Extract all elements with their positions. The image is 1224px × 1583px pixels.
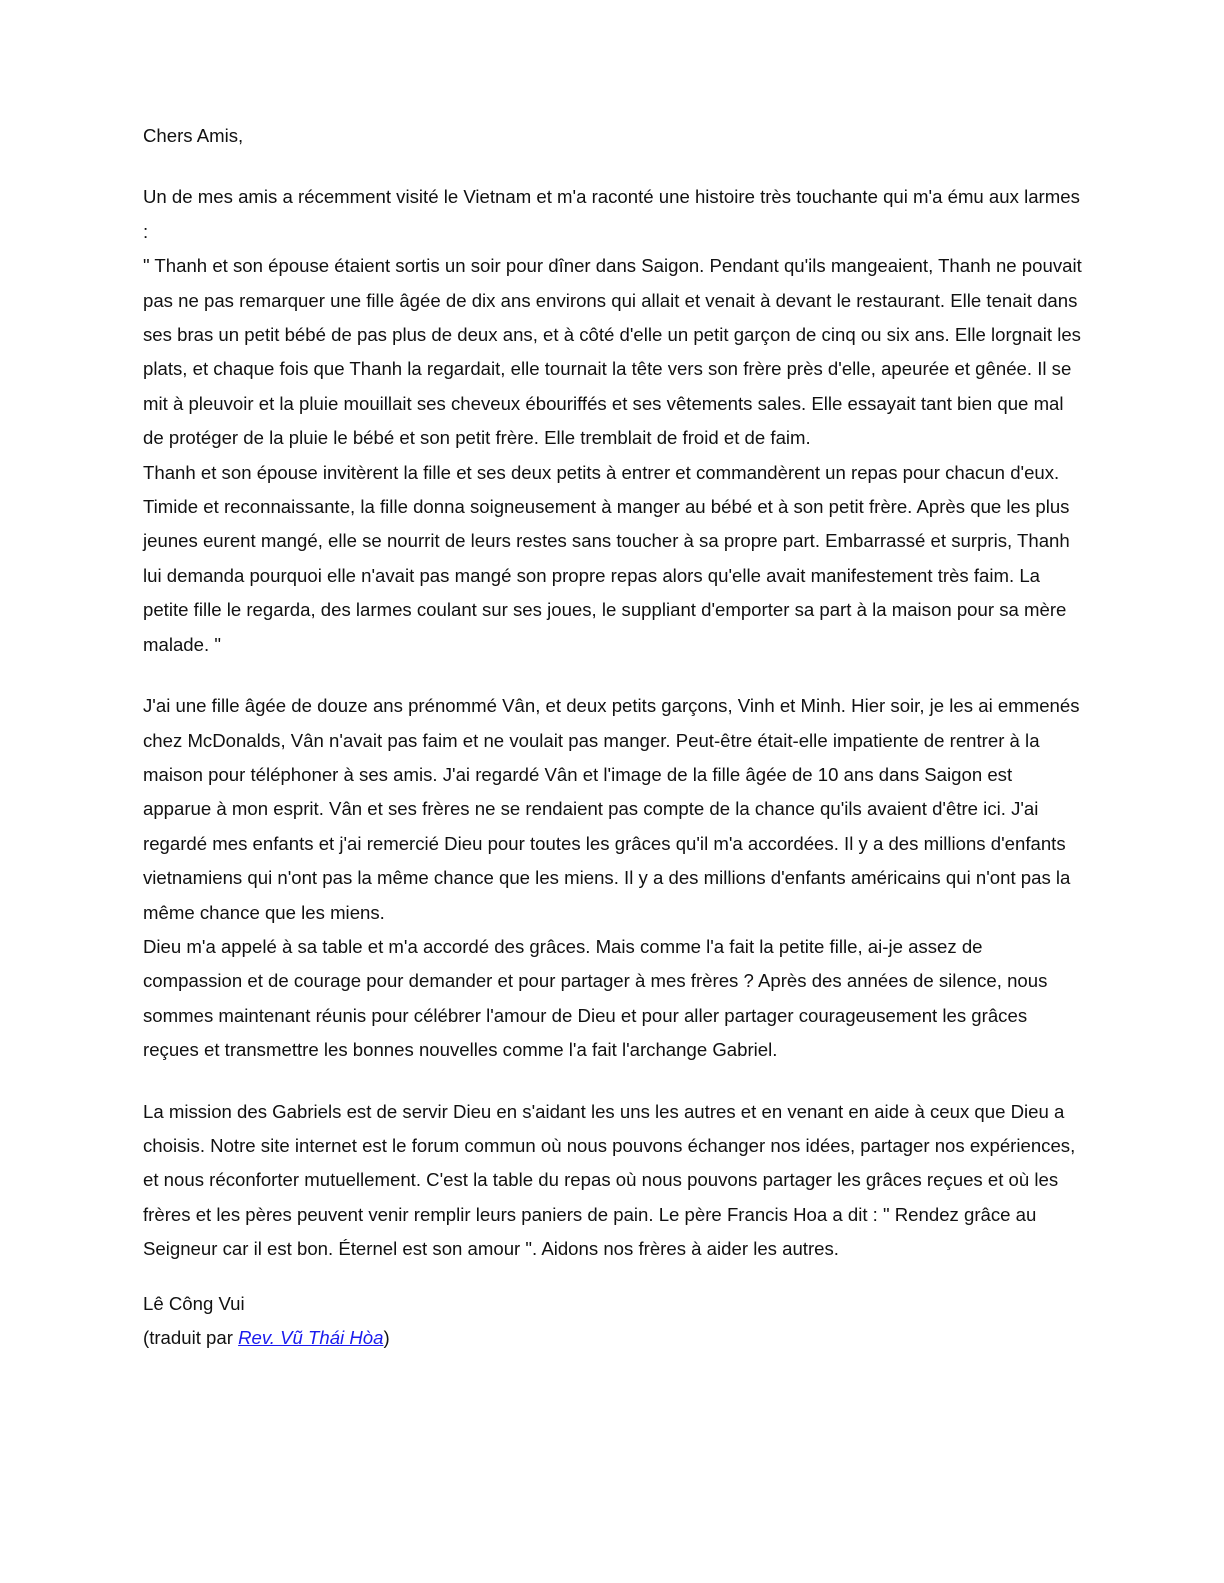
paragraph-intro: Un de mes amis a récemment visité le Vietnam et m'a raconté une histoire très touchante qui m'a ému aux larmes : [143,186,1080,242]
translation-suffix: ) [383,1327,390,1348]
salutation: Chers Amis, [143,125,244,146]
paragraph-story-part-2: Thanh et son épouse invitèrent la fille et ses deux petits à entrer et commandèrent un repas pour chacun d'eux. Timide et reconnaissante, la fille donna soigneusement à manger au bébé et à son petit frère. Après que les plus jeunes eurent mangé, elle se nourrit de leurs restes sans toucher à sa propre part. Embarrassé et surpris, Thanh lui demanda pourquoi elle n'avait pas mangé son propre repas alors qu'elle avait manifestement très faim. La petite fille le regarda, des larmes coulant sur ses joues, le suppliant d'emporter sa part à la maison pour sa mère malade. " [143,461,1070,655]
paragraph-grace: Dieu m'a appelé à sa table et m'a accordé des grâces. Mais comme l'a fait la petite fille, ai-je assez de compassion et de courage pour demander et pour partager à mes frères ? Après des années de silence, nous sommes maintenant réunis pour célébrer l'amour de Dieu et pour aller partager courageusement les grâces reçues et transmettre les bonnes nouvelles comme l'a fait l'archange Gabriel. [143,935,1048,1061]
translation-prefix: (traduit par [143,1327,239,1348]
translator-link[interactable]: Rev. Vũ Thái Hòa [238,1327,384,1348]
paragraph-mission: La mission des Gabriels est de servir Dieu en s'aidant les uns les autres et en venant en aide à ceux que Dieu a choisis. Notre site internet est le forum commun où nous pouvons échanger nos idées, partager nos expériences, et nous réconforter mutuellement. C'est la table du repas où nous pouvons partager les grâces reçues et où les frères et les pères peuvent venir remplir leurs paniers de pain. Le père Francis Hoa a dit : " Rendez grâce au Seigneur car il est bon. Éternel est son amour ". Aidons nos frères à aider les autres. [143,1100,1076,1260]
paragraph-story-part-1: " Thanh et son épouse étaient sortis un soir pour dîner dans Saigon. Pendant qu'ils mangeaient, Thanh ne pouvait pas ne pas remarquer une fille âgée de dix ans environs qui allait et venait à devant le restaurant. Elle tenait dans ses bras un petit bébé de pas plus de deux ans, et à côté d'elle un petit garçon de cinq ou six ans. Elle lorgnait les plats, et chaque fois que Thanh la regardait, elle tournait la tête vers son frère près d'elle, apeurée et gênée. Il se mit à pleuvoir et la pluie mouillait ses cheveux ébouriffés et ses vêtements sales. Elle essayait tant bien que mal de protéger de la pluie le bébé et son petit frère. Elle tremblait de froid et de faim. [143,255,1082,449]
paragraph-family: J'ai une fille âgée de douze ans prénommé Vân, et deux petits garçons, Vinh et Minh. Hier soir, je les ai emmenés chez McDonalds, Vân n'avait pas faim et ne voulait pas manger. Peut-être était-elle impatiente de rentrer à la maison pour téléphoner à ses amis. J'ai regardé Vân et l'image de la fille âgée de 10 ans dans Saigon est apparue à mon esprit. Vân et ses frères ne se rendaient pas compte de la chance qu'ils avaient d'être ici. J'ai regardé mes enfants et j'ai remercié Dieu pour toutes les grâces qu'il m'a accordées. Il y a des millions d'enfants vietnamiens qui n'ont pas la même chance que les miens. Il y a des millions d'enfants américains qui n'ont pas la même chance que les miens. [143,695,1080,923]
letter-page [143,119,1083,1355]
translation-credit [143,1321,1083,1355]
signature: Lê Công Vui [143,1292,245,1314]
